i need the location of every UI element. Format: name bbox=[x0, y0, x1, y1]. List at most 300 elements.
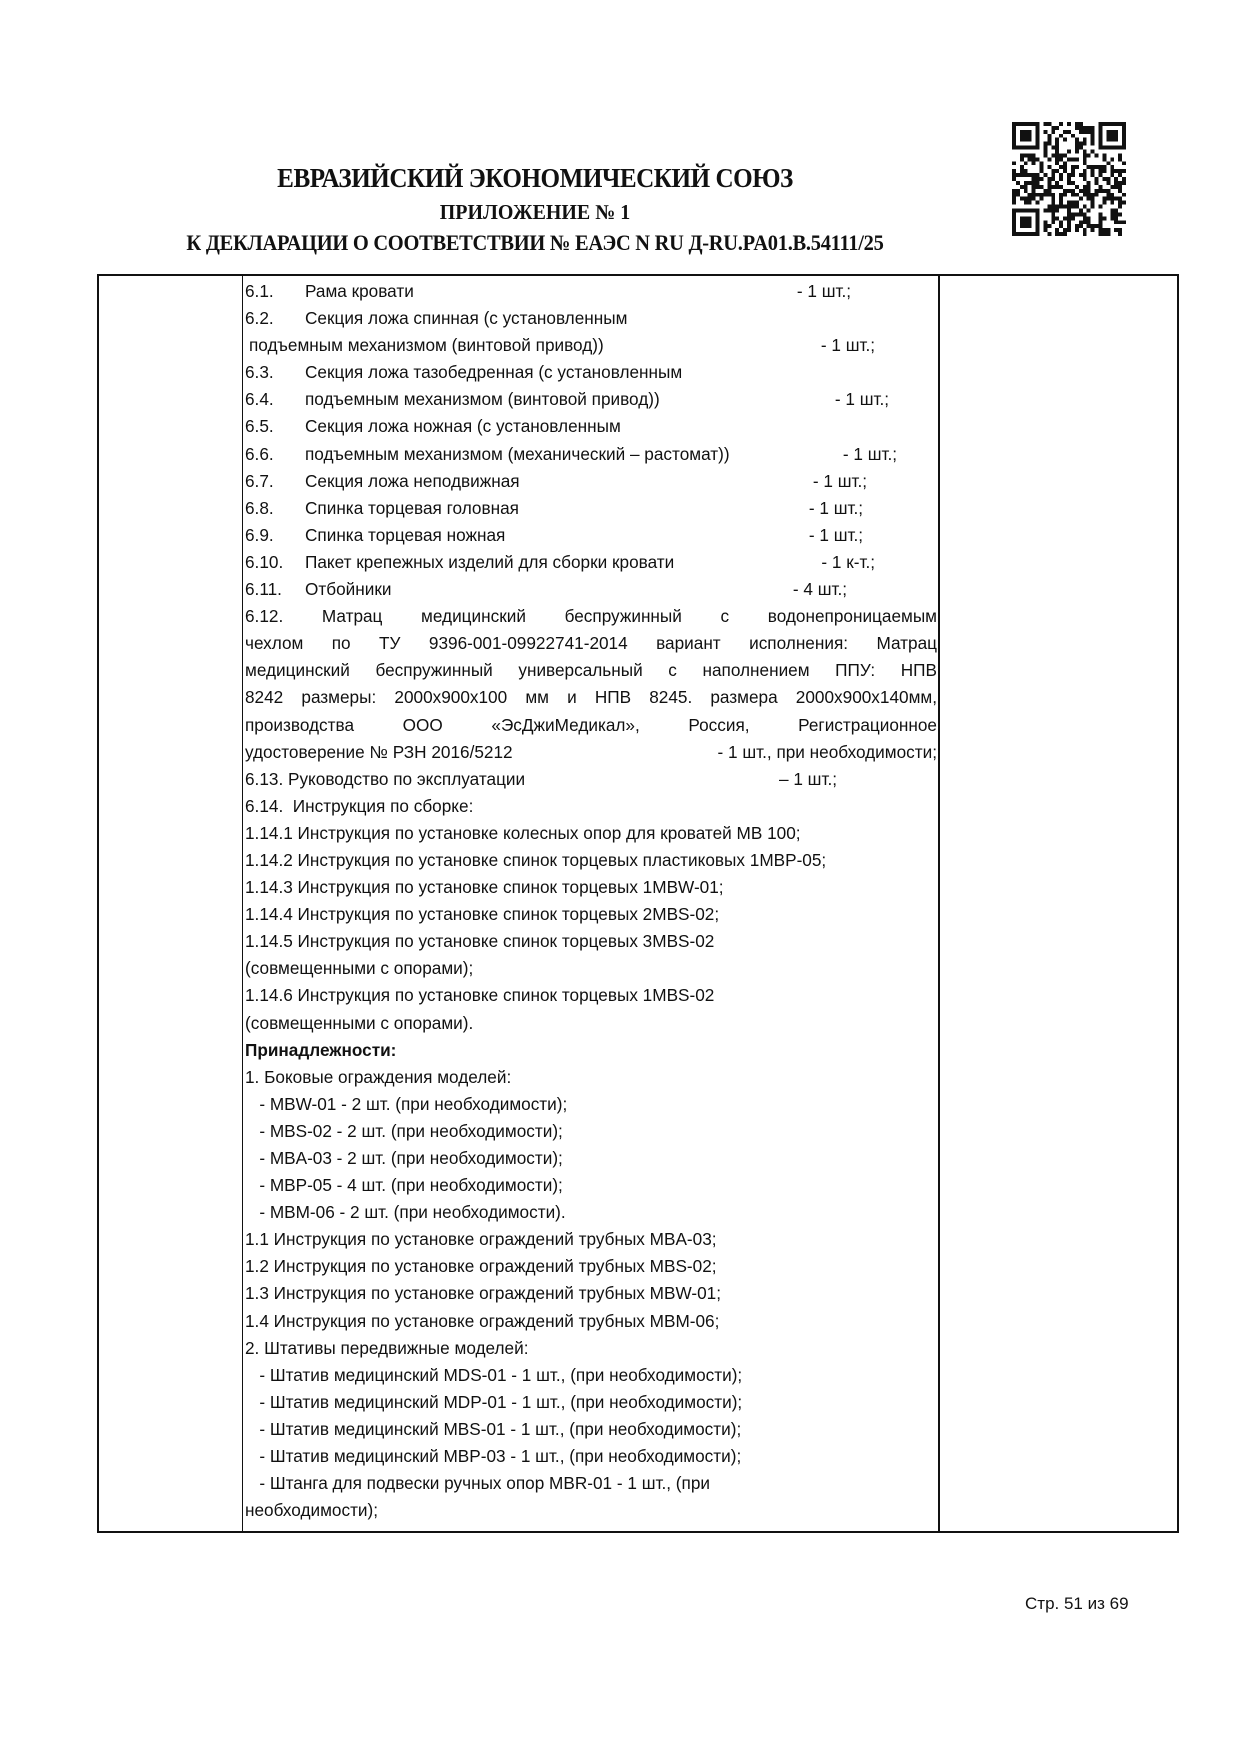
qr-module bbox=[1110, 169, 1114, 173]
qr-module bbox=[1036, 201, 1040, 205]
qr-module bbox=[1012, 169, 1016, 173]
text-line: - Штатив медицинский MBP-03 - 1 шт., (при необходимости); bbox=[245, 1446, 742, 1467]
qr-module bbox=[1063, 205, 1067, 209]
qr-module bbox=[1028, 181, 1032, 185]
qr-module bbox=[1083, 173, 1087, 177]
qr-module bbox=[1083, 212, 1087, 216]
qr-module bbox=[1067, 157, 1071, 161]
text-line: производства ООО «ЭсДжиМедикал», Россия, Регистрационное bbox=[245, 714, 937, 735]
qr-module bbox=[1055, 153, 1059, 157]
qr-finder-pattern bbox=[1106, 130, 1118, 142]
qr-module bbox=[1083, 161, 1087, 165]
item-text: Секция ложа спинная (с установленным bbox=[305, 308, 628, 329]
qr-module bbox=[1075, 126, 1079, 130]
qr-module bbox=[1032, 157, 1036, 161]
qr-module bbox=[1122, 161, 1126, 165]
qr-module bbox=[1055, 150, 1059, 154]
qr-module bbox=[1091, 201, 1095, 205]
qr-module bbox=[1020, 169, 1024, 173]
qr-module bbox=[1075, 122, 1079, 126]
text-line: необходимости); bbox=[245, 1500, 379, 1521]
item-quantity: - 1 шт.; bbox=[796, 281, 851, 301]
qr-module bbox=[1102, 228, 1106, 232]
item-text: Рама кровати bbox=[305, 281, 414, 301]
qr-module bbox=[1047, 181, 1051, 185]
qr-module bbox=[1071, 193, 1075, 197]
qr-module bbox=[1083, 142, 1087, 146]
qr-module bbox=[1122, 220, 1126, 224]
qr-module bbox=[1110, 173, 1114, 177]
qr-module bbox=[1106, 232, 1110, 236]
qr-module bbox=[1063, 193, 1067, 197]
qr-module bbox=[1106, 181, 1110, 185]
qr-module bbox=[1063, 216, 1067, 220]
qr-module bbox=[1087, 216, 1091, 220]
qr-module bbox=[1040, 169, 1044, 173]
qr-module bbox=[1118, 157, 1122, 161]
qr-module bbox=[1032, 153, 1036, 157]
qr-module bbox=[1091, 228, 1095, 232]
text-line: - Штатив медицинский MBS-01 - 1 шт., (при необходимости); bbox=[245, 1418, 742, 1439]
qr-module bbox=[1106, 228, 1110, 232]
qr-module bbox=[1032, 161, 1036, 165]
qr-module bbox=[1055, 138, 1059, 142]
qr-module bbox=[1087, 130, 1091, 134]
qr-module bbox=[1087, 189, 1091, 193]
item-quantity: - 1 шт.; bbox=[820, 335, 875, 356]
qr-module bbox=[1071, 201, 1075, 205]
page-number: Стр. 51 из 69 bbox=[1025, 1594, 1129, 1613]
item-text: Пакет крепежных изделий для сборки кровати bbox=[305, 551, 675, 572]
declaration-title: К ДЕКЛАРАЦИИ О СООТВЕТСТВИИ № ЕАЭС N RU Д-RU.PA01.B.54111/25 bbox=[186, 230, 884, 255]
qr-module bbox=[1028, 157, 1032, 161]
qr-module bbox=[1067, 122, 1071, 126]
qr-module bbox=[1032, 185, 1036, 189]
text-line: - MBW-01 - 2 шт. (при необходимости); bbox=[245, 1093, 568, 1114]
qr-module bbox=[1098, 185, 1102, 189]
qr-module bbox=[1051, 205, 1055, 209]
qr-module bbox=[1102, 177, 1106, 181]
qr-module bbox=[1047, 185, 1051, 189]
qr-module bbox=[1091, 197, 1095, 201]
qr-module bbox=[1047, 134, 1051, 138]
qr-module bbox=[1028, 197, 1032, 201]
qr-module bbox=[1047, 224, 1051, 228]
qr-module bbox=[1071, 181, 1075, 185]
qr-module bbox=[1110, 165, 1114, 169]
item-quantity: - 4 шт.; bbox=[792, 579, 847, 600]
item-number: 6.4. bbox=[245, 389, 274, 410]
qr-module bbox=[1110, 208, 1114, 212]
qr-module bbox=[1059, 193, 1063, 197]
qr-module bbox=[1055, 161, 1059, 165]
qr-module bbox=[1114, 185, 1118, 189]
qr-module bbox=[1043, 122, 1047, 126]
qr-module bbox=[1032, 193, 1036, 197]
qr-module bbox=[1075, 224, 1079, 228]
qr-module bbox=[1055, 205, 1059, 209]
qr-module bbox=[1118, 197, 1122, 201]
qr-module bbox=[1012, 177, 1016, 181]
qr-module bbox=[1110, 157, 1114, 161]
text-line: 1.14.6 Инструкция по установке спинок торцевых 1MBS-02 bbox=[245, 985, 715, 1006]
qr-module bbox=[1095, 193, 1099, 197]
item-quantity: - 1 шт.; bbox=[808, 524, 863, 545]
item-text: Секция ложа ножная (с установленным bbox=[305, 416, 621, 437]
qr-module bbox=[1012, 197, 1016, 201]
qr-module bbox=[1024, 197, 1028, 201]
item-quantity: - 1 шт.; bbox=[842, 443, 897, 464]
qr-module bbox=[1083, 177, 1087, 181]
qr-module bbox=[1083, 157, 1087, 161]
text-line: - MBM-06 - 2 шт. (при необходимости). bbox=[245, 1202, 566, 1223]
component-item bbox=[245, 522, 937, 549]
qr-module bbox=[1043, 189, 1047, 193]
item-number: 6.5. bbox=[245, 416, 274, 437]
text-line: 8242 размеры: 2000х900х100 мм и НПВ 8245. размера 2000х900х140мм, bbox=[245, 687, 937, 708]
item-number: 6.9. bbox=[245, 524, 274, 545]
qr-module bbox=[1083, 185, 1087, 189]
qr-module bbox=[1102, 216, 1106, 220]
qr-module bbox=[1032, 177, 1036, 181]
qr-module bbox=[1122, 201, 1126, 205]
qr-module bbox=[1075, 142, 1079, 146]
qr-module bbox=[1032, 189, 1036, 193]
qr-module bbox=[1091, 134, 1095, 138]
item-number: 6.3. bbox=[245, 362, 274, 383]
qr-module bbox=[1102, 165, 1106, 169]
qr-module bbox=[1079, 224, 1083, 228]
qr-module bbox=[1087, 220, 1091, 224]
qr-module bbox=[1063, 232, 1067, 236]
qr-module bbox=[1036, 185, 1040, 189]
qr-module bbox=[1075, 146, 1079, 150]
qr-module bbox=[1059, 177, 1063, 181]
qr-module bbox=[1114, 177, 1118, 181]
qr-module bbox=[1091, 142, 1095, 146]
item-text: подъемным механизмом (механический – растомат)) bbox=[305, 443, 730, 464]
qr-module bbox=[1047, 205, 1051, 209]
qr-module bbox=[1016, 189, 1020, 193]
qr-module bbox=[1098, 224, 1102, 228]
item-number: 6.6. bbox=[245, 443, 274, 464]
qr-module bbox=[1043, 173, 1047, 177]
qr-module bbox=[1028, 201, 1032, 205]
qr-module bbox=[1051, 173, 1055, 177]
qr-module bbox=[1079, 197, 1083, 201]
qr-module bbox=[1079, 220, 1083, 224]
qr-module bbox=[1043, 150, 1047, 154]
qr-module bbox=[1059, 157, 1063, 161]
qr-module bbox=[1040, 197, 1044, 201]
qr-module bbox=[1102, 189, 1106, 193]
item-text: Спинка торцевая ножная bbox=[305, 524, 506, 545]
qr-module bbox=[1043, 146, 1047, 150]
qr-module bbox=[1110, 197, 1114, 201]
qr-module bbox=[1051, 169, 1055, 173]
qr-module bbox=[1118, 212, 1122, 216]
qr-module bbox=[1114, 216, 1118, 220]
qr-module bbox=[1102, 232, 1106, 236]
qr-module bbox=[1036, 181, 1040, 185]
item-quantity: - 1 шт., при необходимости; bbox=[717, 741, 937, 762]
qr-module bbox=[1028, 173, 1032, 177]
qr-module bbox=[1102, 157, 1106, 161]
text-line: 1.14.5 Инструкция по установке спинок торцевых 3MBS-02 bbox=[245, 931, 715, 952]
qr-module bbox=[1106, 161, 1110, 165]
qr-module bbox=[1016, 181, 1020, 185]
assembly-title: 6.14. Инструкция по сборке: bbox=[245, 795, 474, 816]
qr-finder-pattern bbox=[1020, 216, 1032, 228]
qr-module bbox=[1083, 205, 1087, 209]
text-line: 1.14.1 Инструкция по установке колесных опор для кроватей МВ 100; bbox=[245, 822, 801, 843]
component-item bbox=[245, 332, 937, 359]
qr-module bbox=[1079, 189, 1083, 193]
qr-module bbox=[1102, 197, 1106, 201]
qr-module bbox=[1083, 169, 1087, 173]
qr-module bbox=[1110, 185, 1114, 189]
qr-module bbox=[1098, 189, 1102, 193]
qr-module bbox=[1079, 126, 1083, 130]
qr-module bbox=[1063, 165, 1067, 169]
qr-module bbox=[1079, 122, 1083, 126]
qr-module bbox=[1059, 197, 1063, 201]
qr-module bbox=[1118, 173, 1122, 177]
qr-module bbox=[1012, 201, 1016, 205]
qr-module bbox=[1043, 153, 1047, 157]
item-quantity: – 1 шт.; bbox=[779, 768, 837, 789]
item-text: подъемным механизмом (винтовой привод)) bbox=[249, 335, 604, 356]
qr-module bbox=[1083, 153, 1087, 157]
qr-module bbox=[1020, 153, 1024, 157]
qr-module bbox=[1067, 201, 1071, 205]
qr-module bbox=[1091, 169, 1095, 173]
qr-module bbox=[1067, 181, 1071, 185]
text-line: 1.14.4 Инструкция по установке спинок торцевых 2MBS-02; bbox=[245, 904, 720, 925]
component-item bbox=[245, 413, 937, 440]
item-number: 6.11. bbox=[245, 579, 282, 600]
qr-module bbox=[1036, 173, 1040, 177]
qr-module bbox=[1051, 130, 1055, 134]
item-text: 6.13. Руководство по эксплуатации bbox=[245, 768, 526, 789]
qr-module bbox=[1095, 177, 1099, 181]
qr-module bbox=[1043, 208, 1047, 212]
qr-module bbox=[1024, 181, 1028, 185]
qr-module bbox=[1079, 130, 1083, 134]
qr-module bbox=[1059, 165, 1063, 169]
qr-module bbox=[1059, 134, 1063, 138]
component-item bbox=[245, 386, 937, 413]
item-number: 6.7. bbox=[245, 470, 274, 491]
qr-module bbox=[1102, 169, 1106, 173]
qr-module bbox=[1055, 142, 1059, 146]
qr-module bbox=[1067, 208, 1071, 212]
qr-module bbox=[1075, 193, 1079, 197]
qr-module bbox=[1071, 169, 1075, 173]
component-item bbox=[245, 576, 937, 603]
qr-module bbox=[1079, 208, 1083, 212]
text-line: 1.1 Инструкция по установке ограждений трубных MBA-03; bbox=[245, 1229, 717, 1250]
qr-module bbox=[1051, 193, 1055, 197]
qr-module bbox=[1083, 228, 1087, 232]
qr-module bbox=[1114, 169, 1118, 173]
text-line: 1.14.3 Инструкция по установке спинок торцевых 1MBW-01; bbox=[245, 877, 724, 898]
qr-module bbox=[1063, 189, 1067, 193]
qr-module bbox=[1122, 169, 1126, 173]
text-line: - Штатив медицинский MDP-01 - 1 шт., (при необходимости); bbox=[245, 1391, 743, 1412]
qr-module bbox=[1114, 181, 1118, 185]
qr-module bbox=[1098, 205, 1102, 209]
text-line: - MBP-05 - 4 шт. (при необходимости); bbox=[245, 1175, 563, 1196]
table-content-cell bbox=[245, 278, 937, 1524]
manual-item bbox=[245, 766, 937, 793]
item-number: 6.8. bbox=[245, 497, 274, 518]
accessories-title: Принадлежности: bbox=[245, 1039, 397, 1060]
qr-module bbox=[1071, 173, 1075, 177]
qr-module bbox=[1079, 212, 1083, 216]
qr-module bbox=[1040, 161, 1044, 165]
qr-module bbox=[1110, 216, 1114, 220]
qr-module bbox=[1067, 189, 1071, 193]
qr-module bbox=[1071, 134, 1075, 138]
qr-module bbox=[1047, 138, 1051, 142]
qr-module bbox=[1067, 220, 1071, 224]
qr-module bbox=[1106, 189, 1110, 193]
qr-module bbox=[1020, 165, 1024, 169]
mattress-item bbox=[245, 603, 937, 766]
appendix-title: ПРИЛОЖЕНИЕ № 1 bbox=[439, 200, 631, 224]
text-line: 1.4 Инструкция по установке ограждений трубных MBM-06; bbox=[245, 1310, 720, 1331]
qr-module bbox=[1055, 126, 1059, 130]
qr-module bbox=[1059, 224, 1063, 228]
qr-module bbox=[1043, 224, 1047, 228]
qr-module bbox=[1047, 232, 1051, 236]
qr-module bbox=[1071, 205, 1075, 209]
qr-module bbox=[1032, 197, 1036, 201]
qr-module bbox=[1059, 220, 1063, 224]
qr-module bbox=[1063, 228, 1067, 232]
qr-module bbox=[1040, 165, 1044, 169]
component-item bbox=[245, 495, 937, 522]
qr-module bbox=[1071, 212, 1075, 216]
qr-module bbox=[1059, 122, 1063, 126]
qr-module bbox=[1114, 197, 1118, 201]
qr-module bbox=[1122, 177, 1126, 181]
qr-module bbox=[1118, 205, 1122, 209]
qr-module bbox=[1059, 232, 1063, 236]
qr-finder-pattern bbox=[1020, 130, 1032, 142]
item-quantity: - 1 шт.; bbox=[812, 470, 867, 491]
qr-module bbox=[1043, 220, 1047, 224]
qr-module bbox=[1098, 220, 1102, 224]
qr-module bbox=[1059, 185, 1063, 189]
qr-module bbox=[1102, 201, 1106, 205]
qr-module bbox=[1122, 181, 1126, 185]
qr-module bbox=[1036, 157, 1040, 161]
item-quantity: - 1 шт.; bbox=[834, 389, 889, 410]
text-line: - Штатив медицинский MDS-01 - 1 шт., (при необходимости); bbox=[245, 1364, 743, 1385]
component-item bbox=[245, 549, 937, 576]
qr-module bbox=[1055, 157, 1059, 161]
qr-module bbox=[1012, 193, 1016, 197]
qr-module bbox=[1063, 161, 1067, 165]
qr-module bbox=[1020, 185, 1024, 189]
qr-module bbox=[1028, 193, 1032, 197]
qr-module bbox=[1055, 169, 1059, 173]
qr-module bbox=[1063, 130, 1067, 134]
qr-module bbox=[1047, 142, 1051, 146]
qr-module bbox=[1114, 208, 1118, 212]
qr-module bbox=[1067, 228, 1071, 232]
qr-module bbox=[1071, 189, 1075, 193]
qr-module bbox=[1098, 169, 1102, 173]
qr-module bbox=[1075, 205, 1079, 209]
qr-module bbox=[1059, 201, 1063, 205]
qr-module bbox=[1055, 232, 1059, 236]
qr-module bbox=[1043, 130, 1047, 134]
qr-module bbox=[1102, 153, 1106, 157]
qr-module bbox=[1083, 220, 1087, 224]
qr-module bbox=[1024, 169, 1028, 173]
qr-module bbox=[1075, 157, 1079, 161]
qr-module bbox=[1075, 150, 1079, 154]
qr-module bbox=[1055, 181, 1059, 185]
qr-module bbox=[1012, 161, 1016, 165]
qr-module bbox=[1098, 228, 1102, 232]
qr-module bbox=[1024, 173, 1028, 177]
text-line: - Штанга для подвески ручных опор MBR-01 - 1 шт., (при bbox=[245, 1473, 710, 1494]
qr-module bbox=[1047, 157, 1051, 161]
qr-module bbox=[1047, 165, 1051, 169]
qr-module bbox=[1067, 150, 1071, 154]
qr-module bbox=[1087, 208, 1091, 212]
qr-module bbox=[1024, 185, 1028, 189]
item-number: 6.2. bbox=[245, 308, 274, 329]
qr-module bbox=[1087, 181, 1091, 185]
qr-module bbox=[1071, 157, 1075, 161]
qr-module bbox=[1095, 224, 1099, 228]
qr-module bbox=[1063, 153, 1067, 157]
qr-module bbox=[1110, 193, 1114, 197]
qr-module bbox=[1036, 193, 1040, 197]
qr-module bbox=[1051, 216, 1055, 220]
item-number: 6.1. bbox=[245, 281, 274, 301]
qr-module bbox=[1032, 181, 1036, 185]
qr-module bbox=[1055, 185, 1059, 189]
table-column-left bbox=[99, 276, 243, 1531]
text-line: (совмещенными с опорами); bbox=[245, 958, 474, 979]
qr-module bbox=[1012, 173, 1016, 177]
qr-module bbox=[1095, 153, 1099, 157]
qr-module bbox=[1091, 165, 1095, 169]
qr-module bbox=[1075, 228, 1079, 232]
qr-module bbox=[1067, 173, 1071, 177]
qr-module bbox=[1098, 165, 1102, 169]
qr-module bbox=[1087, 197, 1091, 201]
qr-module bbox=[1098, 232, 1102, 236]
qr-module bbox=[1095, 165, 1099, 169]
qr-module bbox=[1067, 224, 1071, 228]
qr-module bbox=[1063, 169, 1067, 173]
qr-module bbox=[1087, 126, 1091, 130]
qr-module bbox=[1110, 212, 1114, 216]
qr-module bbox=[1087, 185, 1091, 189]
qr-module bbox=[1098, 216, 1102, 220]
qr-module bbox=[1091, 126, 1095, 130]
declaration-table bbox=[97, 274, 1179, 1533]
org-title: ЕВРАЗИЙСКИЙ ЭКОНОМИЧЕСКИЙ СОЮЗ bbox=[277, 163, 793, 193]
qr-module bbox=[1024, 153, 1028, 157]
